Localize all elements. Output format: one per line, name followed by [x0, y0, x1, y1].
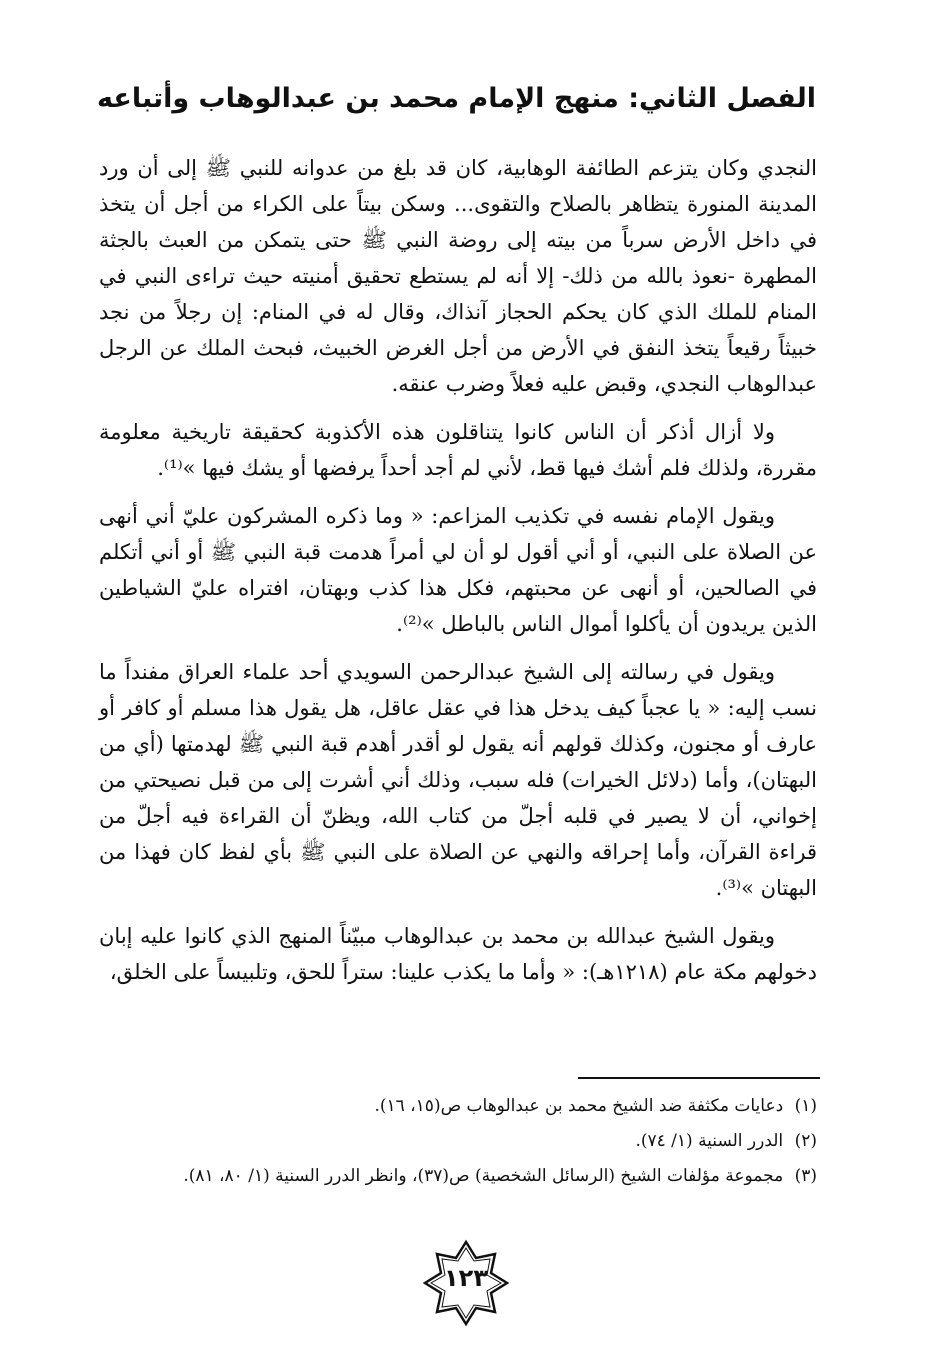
footnotes: [120, 1098, 817, 1203]
footnote-text: دعايات مكثفة ضد الشيخ محمد بن عبدالوهاب ص(١٥، ١٦).: [374, 1096, 784, 1116]
footnote: [120, 1168, 817, 1185]
footnote-text: مجموعة مؤلفات الشيخ (الرسائل الشخصية) ص(٣٧)، وانظر الدرر السنية (١/ ٨٠، ٨١).: [183, 1166, 784, 1186]
page-number-badge: [421, 1238, 511, 1328]
footnote: [120, 1133, 817, 1150]
chapter-title: الفصل الثاني: منهج الإمام محمد بن عبدالوهاب وأتباعه: [97, 82, 816, 114]
footnote-number: (٢): [794, 1131, 817, 1151]
footnote: [120, 1098, 817, 1115]
running-header: [96, 72, 816, 124]
paragraph: ولا أزال أذكر أن الناس كانوا يتناقلون هذه الأكذوبة كحقيقة تاريخية معلومة مقررة، ولذلك فلم أشك فيها قط، لأني لم أجد أحداً يرفضها أو يشك فيها »⁽¹⁾.: [99, 420, 817, 480]
main-text: [99, 150, 817, 1002]
footnote-text: الدرر السنية (١/ ٧٤).: [635, 1131, 784, 1151]
paragraph: النجدي وكان يتزعم الطائفة الوهابية، كان قد بلغ من عدوانه للنبي ﷺ إلى أن ورد المدينة المنورة يتظاهر بالصلاح والتقوى... وسكن بيتاً على الكراء من أجل أن يتخذ في داخل الأرض سرباً من بيته إلى روضة النبي ﷺ حتى يتمكن من العبث بالجثة المطهرة -نعوذ بالله من ذلك- إلا أنه لم يستطع تحقيق أمنيته حيث تراءى النبي في المنام للملك الذي كان يحكم الحجاز آنذاك، وقال له في المنام: إن رجلاً من نجد خبيثاً رقيعاً يتخذ النفق في الأرض من أجل الغرض الخبيث، فبحث الملك عن الرجل عبدالوهاب النجدي، وقبض عليه فعلاً وضرب عنقه.: [99, 156, 817, 396]
paragraph: ويقول الشيخ عبدالله بن محمد بن عبدالوهاب مبيّناً المنهج الذي كانوا عليه إبان دخولهم مكة عام (١٢١٨هـ): « وأما ما يكذب علينا: ستراً للحق، وتلبيساً على الخلق،: [99, 924, 817, 984]
footnote-number: (١): [794, 1096, 817, 1116]
paragraph: ويقول في رسالته إلى الشيخ عبدالرحمن السويدي أحد علماء العراق مفنداً ما نسب إليه: « يا عجباً كيف يدخل هذا في عقل عاقل، هل يقول هذا مسلم أو كافر أو عارف أو مجنون، وكذلك قولهم أنه يقول لو أقدر أهدم قبة النبي ﷺ لهدمتها (أي من البهتان)، وأما (دلائل الخيرات) فله سبب، وذلك أني أشرت إلى من قبل نصيحتي من إخواني، أن لا يصير في قلبه أجلّ من كتاب الله، ويظنّ أن القراءة فيه أجلّ من قراءة القرآن، وأما إحراقه والنهي عن الصلاة على النبي ﷺ بأي لفظ كان فهذا من البهتان »⁽³⁾.: [99, 660, 817, 900]
footnote-separator: [578, 1077, 820, 1079]
paragraph: ويقول الإمام نفسه في تكذيب المزاعم: « وما ذكره المشركون عليّ أني أنهى عن الصلاة على النبي، أو أني أقول لو أن لي أمراً هدمت قبة النبي ﷺ أو أني أتكلم في الصالحين، أو أنهى عن محبتهم، فكل هذا كذب وبهتان، افتراه عليّ الشياطين الذين يريدون أن يأكلوا أموال الناس بالباطل »⁽²⁾.: [99, 504, 817, 636]
page-number: ١٢٣: [444, 1264, 488, 1292]
footnote-number: (٣): [794, 1166, 817, 1186]
